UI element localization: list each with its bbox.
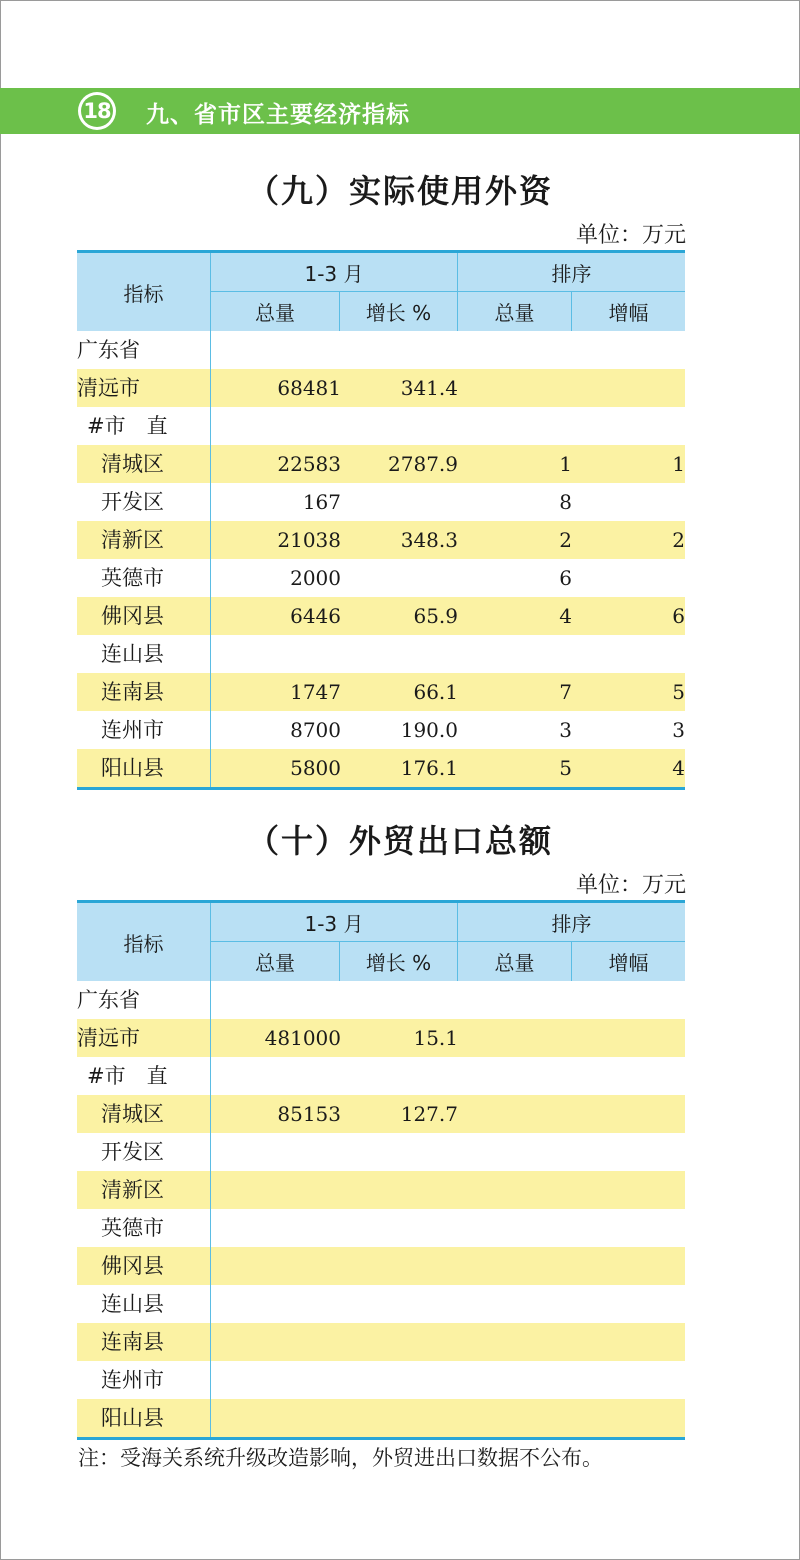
table-row [77, 749, 685, 787]
cell-growth [348, 483, 458, 521]
cell-total: 1747 [290, 680, 341, 704]
table-row [77, 597, 685, 635]
row-label: 清远市 [77, 1026, 140, 1050]
table-row [77, 1171, 685, 1209]
cell-total [221, 1285, 341, 1323]
row-label: 连南县 [101, 1330, 164, 1354]
row-label: 连山县 [101, 1292, 164, 1316]
cell-total: 85153 [277, 1102, 341, 1126]
cell-rank-growth [585, 407, 685, 445]
row-label: 清城区 [101, 452, 164, 476]
page-number: 18 [81, 95, 113, 127]
row-label: 连山县 [101, 642, 164, 666]
header-period: 1-3 月 [304, 261, 364, 286]
cell-total: 21038 [277, 528, 341, 552]
header-total: 总量 [255, 951, 295, 975]
table-row [77, 1361, 685, 1399]
header-rank-growth: 增幅 [608, 951, 649, 975]
cell-rank-growth [585, 981, 685, 1019]
column-divider [210, 981, 211, 1437]
cell-rank-total [472, 635, 572, 673]
cell-rank-growth: 1 [672, 452, 685, 476]
cell-growth [348, 1171, 458, 1209]
row-label: 清新区 [101, 1178, 164, 1202]
cell-rank-growth [585, 635, 685, 673]
cell-rank-growth [585, 1247, 685, 1285]
cell-total [221, 331, 341, 369]
table-row [77, 711, 685, 749]
table-row [77, 521, 685, 559]
cell-rank-growth [585, 1209, 685, 1247]
cell-growth [348, 1285, 458, 1323]
cell-rank-total [472, 1247, 572, 1285]
row-label: 连州市 [101, 1368, 164, 1392]
cell-total: 167 [302, 490, 341, 514]
cell-total [221, 1133, 341, 1171]
table-row [77, 369, 685, 407]
table-row [77, 1019, 685, 1057]
cell-growth [348, 1247, 458, 1285]
cell-total [221, 1361, 341, 1399]
table-title-export: （十）外贸出口总额 [246, 822, 553, 860]
cell-growth: 65.9 [413, 604, 458, 628]
table-row [77, 1057, 685, 1095]
cell-rank-total [472, 1285, 572, 1323]
table-row [77, 1133, 685, 1171]
cell-growth: 2787.9 [388, 452, 458, 476]
cell-rank-total [472, 407, 572, 445]
cell-total: 6446 [290, 604, 341, 628]
table-row [77, 673, 685, 711]
row-label: 阳山县 [101, 1406, 164, 1430]
row-label: 广东省 [77, 338, 140, 362]
table-row [77, 1399, 685, 1437]
cell-total: 68481 [277, 376, 341, 400]
table-row [77, 1323, 685, 1361]
table-body [77, 981, 685, 1440]
cell-growth [348, 635, 458, 673]
table-row [77, 981, 685, 1019]
cell-rank-total [472, 1361, 572, 1399]
cell-growth [348, 559, 458, 597]
cell-rank-total: 8 [559, 490, 572, 514]
header-rank-total: 总量 [494, 951, 535, 975]
cell-rank-growth [585, 1323, 685, 1361]
cell-growth: 348.3 [400, 528, 458, 552]
cell-rank-total [472, 1057, 572, 1095]
row-label: #市 直 [87, 1064, 168, 1088]
cell-rank-growth [585, 1019, 685, 1057]
cell-rank-total [472, 981, 572, 1019]
cell-total: 481000 [264, 1026, 341, 1050]
footnote: 注：受海关系统升级改造影响，外贸进出口数据不公布。 [78, 1446, 603, 1470]
cell-growth [348, 1057, 458, 1095]
cell-growth [348, 331, 458, 369]
cell-rank-total [472, 1019, 572, 1057]
fdi-table [77, 250, 685, 790]
table-header [77, 900, 685, 981]
cell-rank-growth: 5 [672, 680, 685, 704]
cell-growth [348, 407, 458, 445]
row-label: 开发区 [101, 1140, 164, 1164]
table-title-fdi: （九）实际使用外资 [246, 172, 553, 210]
row-label: 连南县 [101, 680, 164, 704]
cell-rank-total [472, 1209, 572, 1247]
table-row [77, 331, 685, 369]
cell-growth: 341.4 [400, 376, 458, 400]
cell-rank-total [472, 1399, 572, 1437]
header-rank: 排序 [551, 261, 592, 286]
table-row [77, 635, 685, 673]
cell-rank-growth [585, 1399, 685, 1437]
table-row [77, 1209, 685, 1247]
cell-rank-total: 1 [559, 452, 572, 476]
row-label: 阳山县 [101, 756, 164, 780]
cell-rank-growth [585, 369, 685, 407]
cell-rank-growth: 4 [672, 756, 685, 780]
cell-rank-total: 6 [559, 566, 572, 590]
row-label: 英德市 [101, 1216, 164, 1240]
cell-growth: 15.1 [413, 1026, 458, 1050]
export-table [77, 900, 685, 1440]
cell-rank-total [472, 1171, 572, 1209]
table-row [77, 407, 685, 445]
row-label: 佛冈县 [101, 1254, 164, 1278]
header-indicator: 指标 [123, 931, 164, 956]
cell-rank-growth [585, 1133, 685, 1171]
cell-total [221, 635, 341, 673]
cell-total: 22583 [277, 452, 341, 476]
cell-growth [348, 1209, 458, 1247]
cell-total [221, 1323, 341, 1361]
header-indicator: 指标 [123, 281, 164, 306]
table-row [77, 1247, 685, 1285]
cell-rank-total: 4 [559, 604, 572, 628]
cell-rank-total [472, 1095, 572, 1133]
unit-label: 单位：万元 [575, 873, 686, 898]
cell-rank-growth [585, 1057, 685, 1095]
column-divider [210, 331, 211, 787]
table-row [77, 1095, 685, 1133]
cell-growth [348, 1323, 458, 1361]
cell-total: 5800 [290, 756, 341, 780]
cell-rank-growth [585, 483, 685, 521]
cell-rank-total: 7 [559, 680, 572, 704]
table-header [77, 250, 685, 331]
row-label: 连州市 [101, 718, 164, 742]
cell-rank-total: 3 [559, 718, 572, 742]
row-label: 开发区 [101, 490, 164, 514]
cell-total [221, 1057, 341, 1095]
cell-rank-growth [585, 559, 685, 597]
chapter-banner [0, 88, 800, 134]
row-label: 佛冈县 [101, 604, 164, 628]
cell-rank-growth: 2 [672, 528, 685, 552]
page-number-badge [78, 92, 116, 130]
cell-growth: 176.1 [400, 756, 458, 780]
cell-rank-total [472, 331, 572, 369]
cell-rank-total: 2 [559, 528, 572, 552]
cell-total: 8700 [290, 718, 341, 742]
header-growth: 增长 % [365, 951, 432, 975]
row-label: 英德市 [101, 566, 164, 590]
cell-total [221, 1171, 341, 1209]
header-growth: 增长 % [365, 301, 432, 325]
header-rank: 排序 [551, 911, 592, 936]
cell-growth [348, 1133, 458, 1171]
row-label: 清新区 [101, 528, 164, 552]
row-label: 清远市 [77, 376, 140, 400]
cell-total [221, 1399, 341, 1437]
cell-rank-growth: 3 [672, 718, 685, 742]
row-label: 清城区 [101, 1102, 164, 1126]
cell-total: 2000 [290, 566, 341, 590]
header-rank-growth: 增幅 [608, 301, 649, 325]
cell-growth: 66.1 [413, 680, 458, 704]
table-row [77, 1285, 685, 1323]
cell-growth [348, 1361, 458, 1399]
unit-label: 单位：万元 [575, 223, 686, 248]
cell-total [221, 981, 341, 1019]
cell-rank-total [472, 1133, 572, 1171]
cell-rank-growth [585, 1171, 685, 1209]
cell-rank-growth [585, 1361, 685, 1399]
chapter-title: 九、省市区主要经济指标 [146, 102, 410, 128]
cell-rank-growth [585, 331, 685, 369]
cell-rank-total [472, 369, 572, 407]
cell-rank-total: 5 [559, 756, 572, 780]
cell-total [221, 1209, 341, 1247]
cell-growth [348, 981, 458, 1019]
row-label: #市 直 [87, 414, 168, 438]
cell-rank-total [472, 1323, 572, 1361]
cell-total [221, 407, 341, 445]
header-period: 1-3 月 [304, 911, 364, 936]
cell-rank-growth: 6 [672, 604, 685, 628]
cell-rank-growth [585, 1095, 685, 1133]
table-row [77, 445, 685, 483]
cell-total [221, 1247, 341, 1285]
cell-growth: 127.7 [400, 1102, 458, 1126]
cell-growth: 190.0 [400, 718, 458, 742]
row-label: 广东省 [77, 988, 140, 1012]
table-row [77, 483, 685, 521]
header-total: 总量 [255, 301, 295, 325]
cell-growth [348, 1399, 458, 1437]
header-rank-total: 总量 [494, 301, 535, 325]
table-body [77, 331, 685, 790]
table-row [77, 559, 685, 597]
cell-rank-growth [585, 1285, 685, 1323]
